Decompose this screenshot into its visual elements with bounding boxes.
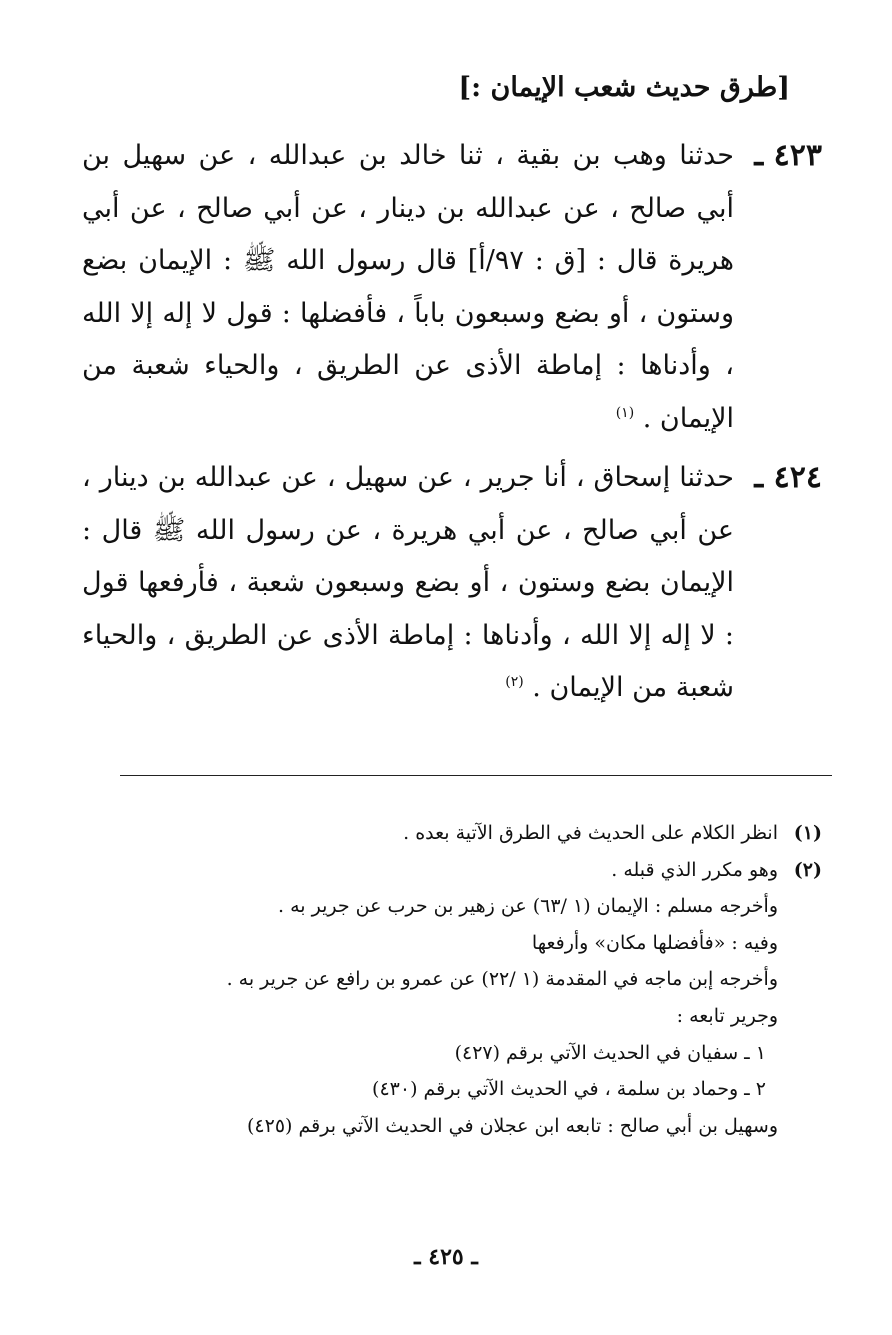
footnote-separator [120,775,832,776]
footnote-text: وأخرجه إبن ماجه في المقدمة (١ /٢٢) عن عمرو بن رافع عن جرير به . [226,968,778,991]
footnote-marker: (٢) [793,858,822,881]
footnote-text: وأخرجه مسلم : الإيمان (١ /٦٣) عن زهير بن حرب عن جرير به . [278,895,778,918]
footnote-text: ٢ ـ وحماد بن سلمة ، في الحديث الآتي برقم (٤٣٠) [372,1078,766,1101]
footnotes [142,815,822,1144]
hadith-body: حدثنا وهب بن بقية ، ثنا خالد بن عبدالله ، عن سهيل بن أبي صالح ، عن عبدالله بن دينار ، عن أبي صالح ، عن أبي هريرة قال : [ق : ٩٧/أ] قال رسول الله ﷺ : الإيمان بضع وستون ، أو بضع وسبعون باباً ، فأفضلها : قول لا إله إلا الله ، وأدناها : إماطة الأذى عن الطريق ، والحياء شعبة من الإيمان . [82,140,734,434]
page-number: ـ ٤٢٥ ـ [414,1244,478,1270]
footnote-text: انظر الكلام على الحديث في الطرق الآتية بعده . [403,822,778,844]
footnote-text: ١ ـ سفيان في الحديث الآتي برقم (٤٢٧) [454,1041,766,1064]
hadith-423 [82,130,822,460]
footnote-line [142,1108,822,1145]
footnote-ref: (٢) [505,674,524,690]
footnote-line [142,1071,822,1108]
hadith-text [82,452,734,715]
hadith-number: ٤٢٣ ـ [754,138,822,173]
footnote-marker: (١) [793,822,822,844]
footnote-line [142,998,822,1035]
hadith-424 [82,452,822,732]
footnote-line [142,888,822,925]
hadith-body: حدثنا إسحاق ، أنا جرير ، عن سهيل ، عن عبدالله بن دينار ، عن أبي صالح ، عن أبي هريرة ، عن رسول الله ﷺ قال : الإيمان بضع وستون ، أو بضع وسبعون شعبة ، فأرفعها قول : لا إله إلا الله ، وأدناها : إماطة الأذى عن الطريق ، والحياء شعبة من الإيمان . [82,462,734,703]
footnote-line [142,852,822,889]
hadith-text [82,130,734,445]
section-heading: [طرق حديث شعب الإيمان :] [458,72,790,103]
hadith-number: ٤٢٤ ـ [754,460,822,495]
footnote-text: وهو مكرر الذي قبله . [611,858,778,881]
footnote-line [142,1035,822,1072]
footnote-ref: (١) [615,404,635,421]
footnote-text: وفيه : «فأفضلها مكان» وأرفعها [531,931,778,954]
footnote-text: وجرير تابعه : [676,1004,778,1027]
footnote-line [142,815,822,852]
footnote-line [142,925,822,962]
footnote-text: وسهيل بن أبي صالح : تابعه ابن عجلان في الحديث الآتي برقم (٤٢٥) [247,1114,778,1137]
footnote-line [142,961,822,998]
